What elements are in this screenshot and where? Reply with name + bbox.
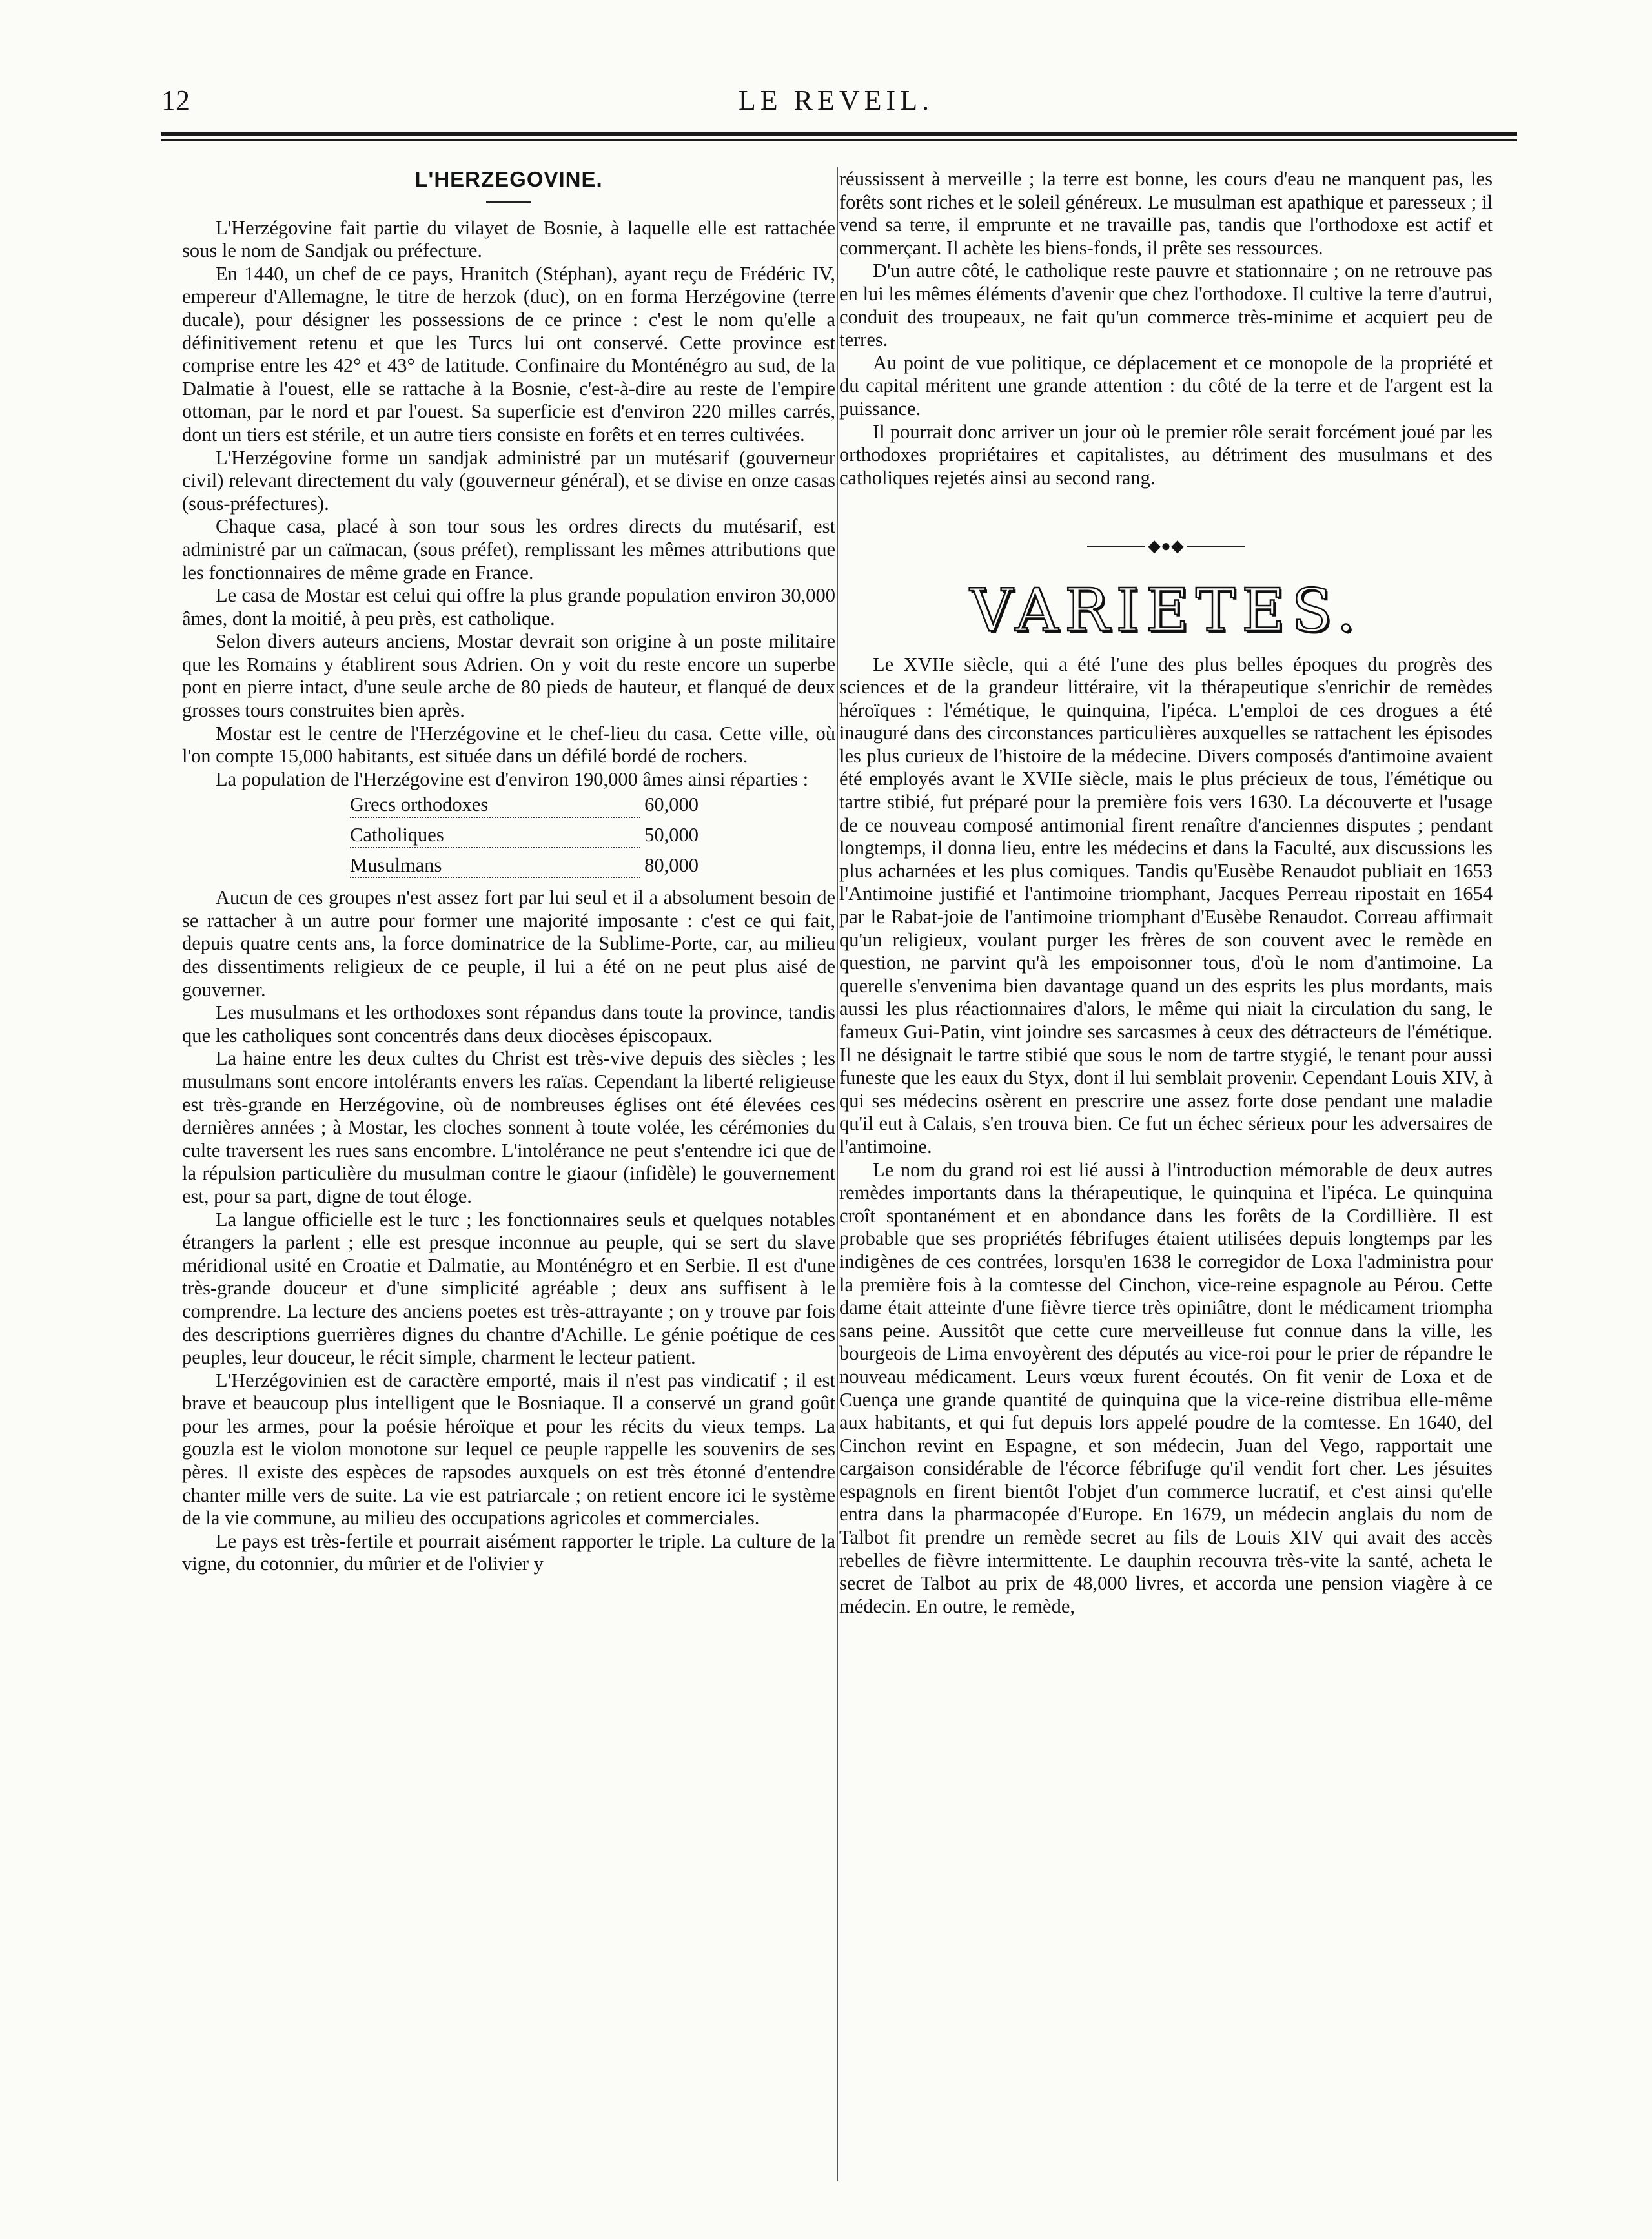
paragraph: Le pays est très-fertile et pourrait aisément rapporter le triple. La culture de la vigne, du cotonnier, du mûrier et de l'olivier y [182,1529,835,1575]
population-row [350,793,699,824]
paragraph: En 1440, un chef de ce pays, Hranitch (Stéphan), ayant reçu de Frédéric IV, empereur d'Allemagne, le titre de herzok (duc), on en forma Herzégovine (terre ducale), pour désigner les possessions de ce prince : c'est le nom qu'elle a définitivement retenu et que les Turcs lui ont conservé. Cette province est comprise entre les 42° et 43° de latitude. Confinaire du Monténégro au sud, de la Dalmatie à l'ouest, elle se rattache à la Bosnie, c'est-à-dire au reste de l'empire ottoman, par le nord et par l'ouest. Sa superficie est d'environ 220 milles carrés, dont un tiers est stérile, et un autre tiers consiste en forêts et en terres cultivées. [182,262,835,445]
paragraph: D'un autre côté, le catholique reste pauvre et stationnaire ; on ne retrouve pas en lui les mêmes éléments d'avenir que chez l'orthodoxe. Il cultive la terre d'autrui, conduit des troupeaux, ne fait qu'un commerce très-minime et acquiert peu de terres. [839,260,1493,351]
article-title: L'HERZEGOVINE. [414,167,603,191]
paragraph: Aucun de ces groupes n'est assez fort par lui seul et il a absolument besoin de se rattacher à un autre pour former une majorité imposante : c'est ce qui fait, depuis quatre cents ans, la force dominatrice de la Sublime-Porte, car, au milieu des dissentiments religieux de ce peuple, il lui a été on ne peut plus aisé de gouverner. [182,886,835,1001]
paragraph: L'Herzégovine fait partie du vilayet de Bosnie, à laquelle elle est rattachée sous le nom de Sandjak ou préfecture. [182,216,835,262]
left-column [182,168,835,1576]
paragraph: Il pourrait donc arriver un jour où le premier rôle serait forcément joué par les orthodoxes propriétaires et capitalistes, au détriment des musulmans et des catholiques rejetés ainsi au second rang. [839,420,1493,489]
varietes-heading: VARIETES. [970,575,1362,645]
column-divider [837,167,838,2181]
paragraph: Les musulmans et les orthodoxes sont répandus dans toute la province, tandis que les catholiques sont concentrés dans deux diocèses épiscopaux. [182,1001,835,1047]
paragraph: L'Herzégovine forme un sandjak administré par un mutésarif (gouverneur civil) relevant directement du valy (gouverneur général), et se divise en onze casas (sous-préfectures). [182,446,835,515]
population-table [350,793,699,884]
population-label: Catholiques [350,824,447,846]
population-label: Grecs orthodoxes [350,793,491,815]
paragraph: Au point de vue politique, ce déplacement et ce monopole de la propriété et du capital méritent une grande attention : du côté de la terre et de l'argent est la puissance. [839,351,1493,420]
paragraph: Chaque casa, placé à son tour sous les ordres directs du mutésarif, est administré par un caïmacan, (sous préfet), remplissant les mêmes attributions que les fonctionnaires de même grade en France. [182,515,835,584]
paragraph: Mostar est le centre de l'Herzégovine et le chef-lieu du casa. Cette ville, où l'on compte 15,000 habitants, est située dans un défilé bordé de rochers. [182,722,835,768]
right-column [839,168,1493,1618]
paragraph: La haine entre les deux cultes du Christ est très-vive depuis des siècles ; les musulmans sont encore intolérants envers les raïas. Cependant la liberté religieuse est très-grande en Herzégovine, où de nombreuses églises ont été élevées ces dernières années ; à Mostar, les cloches sonnent à toute volée, les cérémonies du culte traversent les rues sans encombre. L'intolérance ne peut s'entendre ici que de la répulsion particulière du musulman contre le giaour (infidèle) le gouvernement est, pour sa part, digne de tout éloge. [182,1047,835,1207]
page-number: 12 [161,85,190,116]
paragraph: L'Herzégovinien est de caractère emporté, mais il n'est pas vindicatif ; il est brave et beaucoup plus intelligent que le Bosniaque. Il a conservé un grand goût pour les armes, pour la poésie héroïque et pour les récits du vieux temps. La gouzla est le violon monotone sur lequel ce peuple rappelle les souvenirs de ses pères. Il existe des espèces de rapsodes auxquels on est très étonné d'entendre chanter mille vers de suite. La vie est patriarcale ; on retient encore ici le système de la vie commune, au milieu des occupations agricoles et commerciales. [182,1369,835,1529]
population-value: 50,000 [644,824,699,846]
header-rule [161,132,1517,141]
continued-paragraph: réussissent à merveille ; la terre est bonne, les cours d'eau ne manquent pas, les forêts sont riches et le soleil généreux. Le musulman est apathique et paresseux ; il vend sa terre, il emprunte et ne travaille pas, tandis que l'orthodoxe est actif et commerçant. Il achète les biens-fonds, il prête ses ressources. [839,168,1493,259]
paragraph: La langue officielle est le turc ; les fonctionnaires seuls et quelques notables étrangers la parlent ; elle est presque inconnue au peuple, qui se sert du slave méridional usité en Croatie et Dalmatie, au Monténégro et en Serbie. Il est d'une très-grande douceur et d'une simplicité agréable ; deux ans suffisent à le comprendre. La lecture des anciens poetes est très-attrayante ; on y trouve par fois des descriptions guerrières dignes du chantre d'Achille. Le génie poétique de ces peuples, leur douceur, le récit simple, charment le lecteur patient. [182,1208,835,1369]
population-row [350,854,699,884]
paragraph: Selon divers auteurs anciens, Mostar devrait son origine à un poste militaire que les Romains y établirent sous Adrien. On y voit du reste encore un superbe pont en pierre intact, d'une seule arche de 80 pieds de hauteur, et flanqué de deux grosses tours construites bien après. [182,630,835,722]
paragraph: Le XVIIe siècle, qui a été l'une des plus belles époques du progrès des sciences et de la grandeur littéraire, vit la thérapeutique s'enrichir de remèdes héroïques : l'émétique, le quinquina, l'ipéca. L'emploi de ces drogues a été inauguré dans des circonstances particulières auxquelles se rattachent les épisodes les plus curieux de l'histoire de la médecine. Divers composés d'antimoine avaient été employés avant le XVIIe siècle, mais le plus précieux de tous, l'émétique ou tartre stibié, fut préparé pour la première fois vers 1630. La découverte et l'usage de ce nouveau composé antimonial firent renaître d'anciennes disputes ; pendant longtemps, il donna lieu, entre les médecins et dans la Faculté, aux discussions les plus acharnées et les plus comiques. Tandis qu'Eusèbe Renaudot publiait en 1653 l'Antimoine justifié et l'antimoine triomphant, Jacques Perreau ripostait en 1654 par le Rabat-joie de l'antimoine triomphant d'Eusèbe Renaudot. Correau affirmait qu'un religieux, voulant purger les frères de son couvent avec le remède en question, ne parvint qu'à les empoisonner tous, d'où le nom d'antimoine. La querelle s'envenima bien davantage quand un des esprits les plus mordants, mais aussi les plus réactionnaires d'alors, le même qui niait la circulation du sang, le fameux Gui-Patin, vint joindre ses sarcasmes à ceux des détracteurs de l'émétique. Il ne désignait le tartre stibié que sous le nom de tartre stygié, le tenant pour aussi funeste que les eaux du Styx, dont il lui semblait provenir. Cependant Louis XIV, à qui ses médecins osèrent en prescrire une assez forte dose pendant une maladie qu'il eut à Calais, s'en trouva bien. Ce fut un échec sérieux pour les adversaires de l'antimoine. [839,653,1493,1158]
running-header [161,84,1511,123]
journal-title: LE REVEIL. [738,85,934,116]
population-value: 80,000 [644,854,699,876]
population-label: Musulmans [350,854,444,876]
diamond-ornament-icon: ◆●◆ [1148,537,1184,556]
population-value: 60,000 [644,793,699,816]
title-underline [486,201,531,203]
paragraph: La population de l'Herzégovine est d'environ 190,000 âmes ainsi réparties : [216,768,809,790]
paragraph: Le nom du grand roi est lié aussi à l'introduction mémorable de deux autres remèdes importants dans la thérapeutique, le quinquina et l'ipéca. Le quinquina croît spontanément et en abondance dans les forêts de la Cordillière. Il est probable que ses propriétés fébrifuges étaient utilisées depuis longtemps par les indigènes de ces contrées, lorsqu'en 1638 le corregidor de Loxa l'administra pour la première fois à la comtesse del Cinchon, vice-reine espagnole au Pérou. Cette dame était atteinte d'une fièvre tierce très opiniâtre, dont le médicament triompha sans peine. Aussitôt que cette cure merveilleuse fut connue dans la ville, les bourgeois de Lima envoyèrent des députés au vice-roi pour le prier de répandre le nouveau médicament. Leurs vœux furent écoutés. On fit venir de Loxa et de Cuença une grande quantité de quinquina que la vice-reine distribua elle-même aux habitants, et qui fut depuis lors appelé poudre de la comtesse. En 1640, del Cinchon revint en Espagne, et son médecin, Juan del Vego, rapportait une cargaison considérable de l'écorce fébrifuge qu'il vendit fort cher. Les jésuites espagnols en firent bientôt l'objet d'un commerce lucratif, et c'est ainsi qu'elle entra dans la pharmacopée d'Europe. En 1679, un médecin anglais du nom de Talbot fit prendre un remède secret au fils de Louis XIV qui avait des accès rebelles de fièvre intermittente. Le dauphin recouvra très-vite la santé, acheta le secret de Talbot au prix de 48,000 livres, et accorda une pension viagère à ce médecin. En outre, le remède, [839,1158,1493,1617]
paragraph: Le casa de Mostar est celui qui offre la plus grande population environ 30,000 âmes, dont la moitié, à peu près, est catholique. [182,584,835,629]
section-ornament [839,535,1493,558]
population-row [350,824,699,854]
